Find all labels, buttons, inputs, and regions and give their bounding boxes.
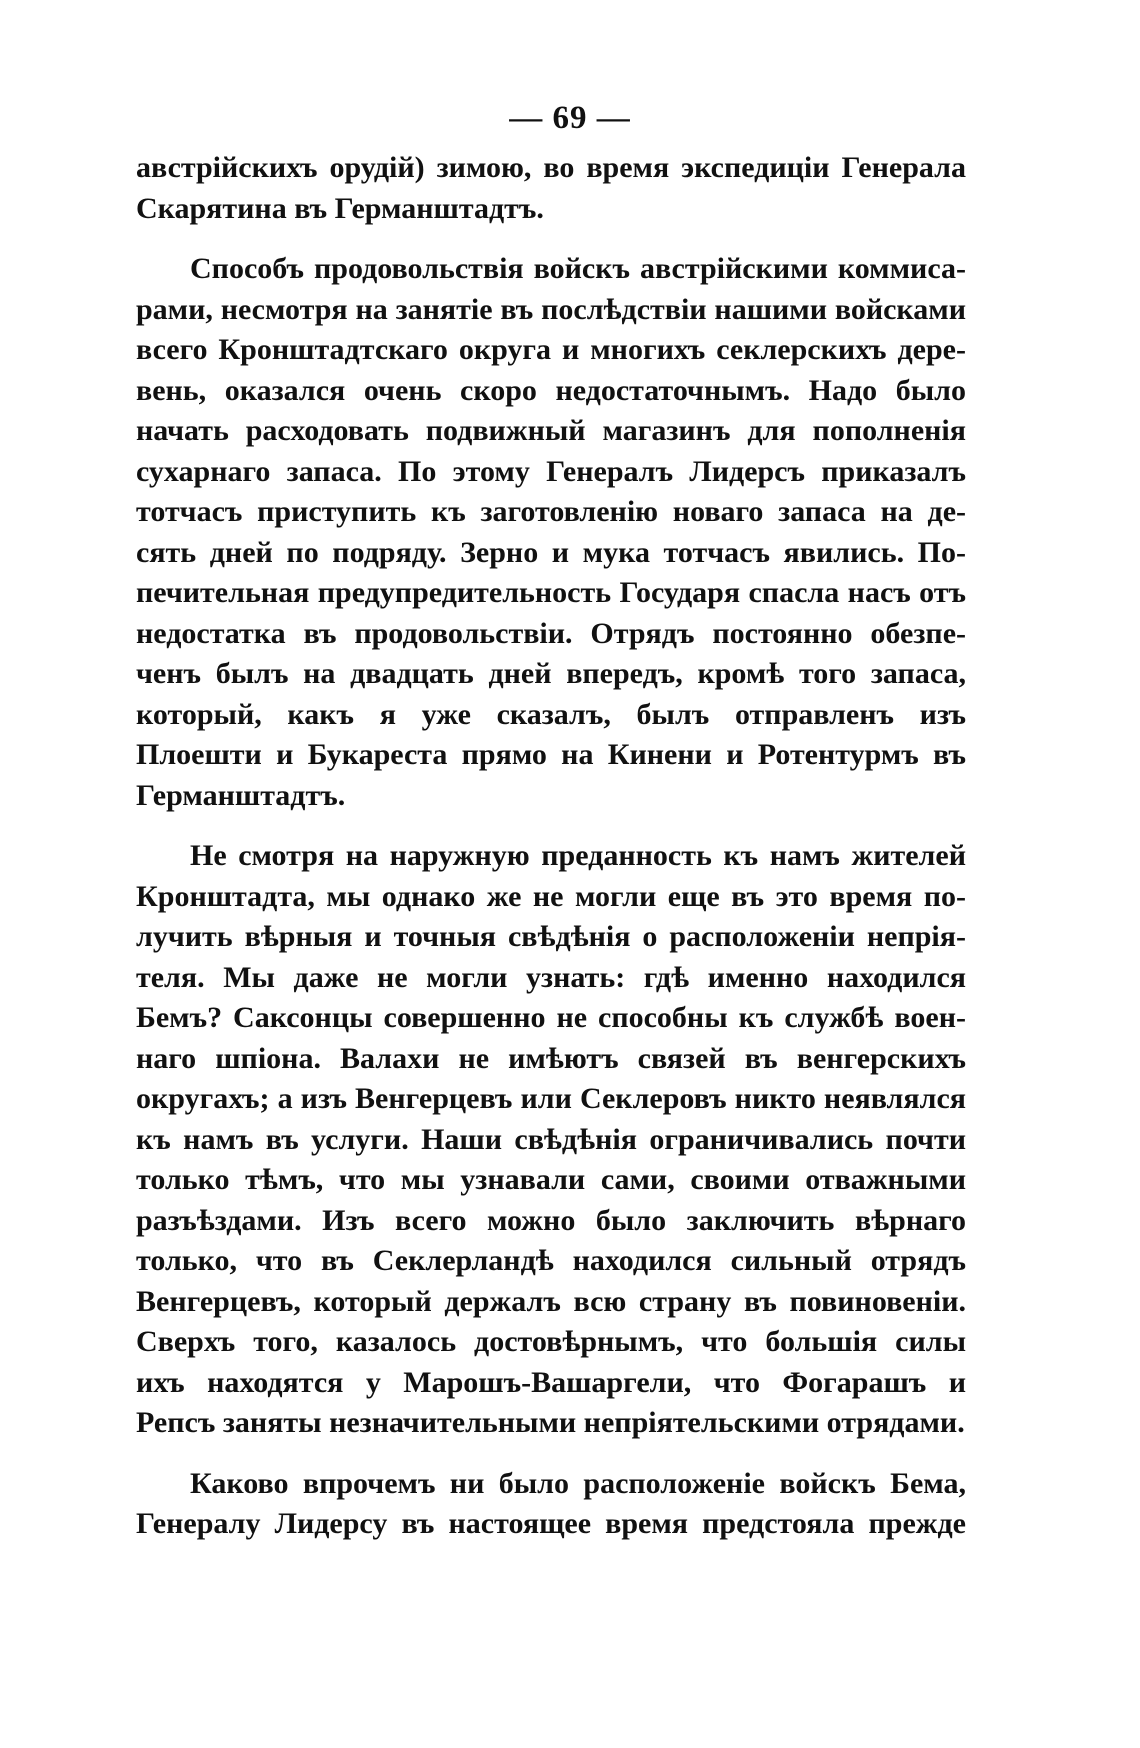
text-line: австрійскихъ орудій) зимою, во время экспедиціи Генерала [136, 151, 966, 184]
text-line: Способъ продовольствія войскъ австрійскими коммиса- [190, 252, 966, 285]
text-line: ихъ находятся у Марошъ-Вашаргели, что Фогарашъ и [136, 1365, 966, 1399]
text-line: печительная предупредительность Государя спасла насъ отъ [136, 576, 966, 609]
text-line: начать расходовать подвижный магазинъ для пополненія [136, 414, 966, 447]
text-line: къ намъ въ услуги. Наши свѣдѣнія ограничивались почти [136, 1122, 966, 1156]
text-line: Венгерцевъ, который держалъ всю страну въ повиновеніи. [136, 1284, 966, 1318]
text-line: теля. Мы даже не могли узнать: гдѣ именно находился [136, 960, 966, 994]
text-line: Германштадтъ. [136, 778, 346, 812]
paragraph-4 [136, 1464, 966, 1545]
body-text [136, 148, 966, 1545]
text-line: наго шпіона. Валахи не имѣютъ связей въ венгерскихъ [136, 1041, 966, 1075]
text-line: только, что въ Секлерландѣ находился сильный отрядъ [136, 1244, 966, 1277]
text-line: разъѣздами. Изъ всего можно было заключить вѣрнаго [136, 1203, 966, 1237]
text-line: недостатка въ продовольствіи. Отрядъ постоянно обезпе- [136, 616, 966, 650]
page-number: — 69 — [509, 100, 631, 136]
paragraph-1 [136, 148, 966, 229]
text-line: Скарятина въ Германштадтъ. [136, 191, 544, 225]
text-line: лучить вѣрныя и точныя свѣдѣнія о расположеніи непрія- [136, 920, 966, 953]
text-line: Каково впрочемъ ни было расположеніе войскъ Бема, [190, 1466, 966, 1500]
text-line: Плоешти и Букареста прямо на Кинени и Ротентурмъ въ [136, 738, 966, 771]
text-line: только тѣмъ, что мы узнавали сами, своими отважными [136, 1163, 966, 1196]
text-line: Кронштадта, мы однако же не могли еще въ это время по- [136, 879, 966, 913]
text-line: всего Кронштадтскаго округа и многихъ секлерскихъ дере- [136, 333, 966, 366]
text-line: Не смотря на наружную преданность къ намъ жителей [190, 839, 966, 872]
paragraph-2 [136, 249, 966, 816]
text-line: сять дней по подряду. Зерно и мука тотчасъ явились. По- [136, 535, 966, 569]
text-line: Репсъ заняты незначительными непріятельскими отрядами. [136, 1406, 965, 1439]
text-line: Генералу Лидерсу въ настоящее время предстояла прежде [136, 1507, 966, 1540]
text-line: ченъ былъ на двадцать дней впередъ, кромѣ того запаса, [136, 657, 966, 690]
text-line: округахъ; а изъ Венгерцевъ или Секлеровъ никто неявлялся [136, 1082, 966, 1115]
paragraph-3 [136, 836, 966, 1444]
text-line: Сверхъ того, казалось достовѣрнымъ, что большія силы [136, 1325, 966, 1358]
text-line: сухарнаго запаса. По этому Генералъ Лидерсъ приказалъ [136, 454, 966, 488]
text-line: который, какъ я уже сказалъ, былъ отправленъ изъ [136, 697, 966, 731]
text-line: тотчасъ приступить къ заготовленію новаго запаса на де- [136, 495, 966, 528]
text-line: рами, несмотря на занятіе въ послѣдствіи нашими войсками [136, 292, 966, 326]
text-line: Бемъ? Саксонцы совершенно не способны къ службѣ воен- [136, 1001, 966, 1034]
text-line: вень, оказался очень скоро недостаточнымъ. Надо было [136, 373, 966, 407]
